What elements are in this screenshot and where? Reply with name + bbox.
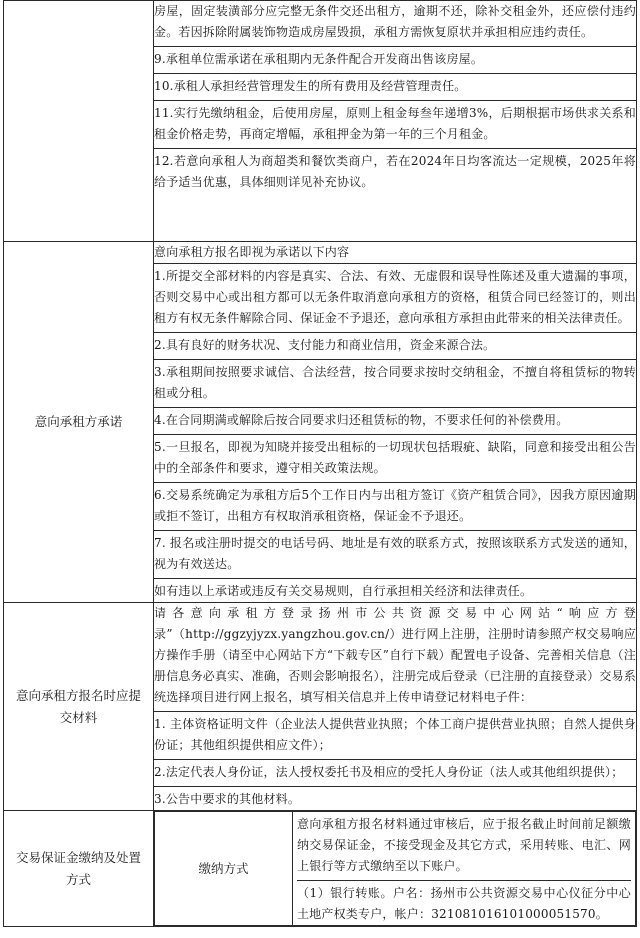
term-item: 10.承租人承担经营管理发生的所有费用及经营管理责任。 bbox=[154, 73, 636, 100]
materials-item: 1. 主体资格证明文件（企业法人提供营业执照；个体工商户提供营业执照；自然人提供身份证；其他组织提供相应文件）； bbox=[154, 711, 636, 759]
term-item: 11.实行先缴纳租金，后使用房屋，原则上租金每叁年递增3%，后期根据市场供求关系和租金价格走势，再商定增幅，承租押金为第一年的三个月租金。 bbox=[154, 100, 636, 148]
commitment-item: 2.具有良好的财务状况、支付能力和商业信用，资金来源合法。 bbox=[154, 332, 636, 359]
materials-intro: 请各意向承租方登录扬州市公共资源交易中心网站“响应方登录”（http://ggzyjyzx.yangzhou.gov.cn/）进行网上注册，注册时请参照产权交易响应方操作手册（请至中心网站下方“下载专区”自行下载）配置电子设备、完善相关信息（注册信息务必真实、准确，否则会影响报名），注册完成后登录（已注册的直接登录）交易系统选择项目进行网上报名，填写相关信息并上传申请登记材料电子件： bbox=[154, 606, 637, 704]
commitment-item: 如有违以上承诺或违反有关交易规则，自行承担相关经济和法律责任。 bbox=[154, 578, 636, 602]
deposit-label: 交易保证金缴纳及处置方式 bbox=[4, 811, 154, 927]
commitment-content-cell bbox=[154, 242, 637, 603]
commitment-item: 6.交易系统确定为承租方后5个工作日内与出租方签订《资产租赁合同》，因我方原因逾期或拒不签订，出租方有权取消承租资格，保证金不予退还。 bbox=[154, 482, 636, 530]
terms-content-cell bbox=[154, 1, 637, 242]
lease-terms-table bbox=[3, 0, 637, 927]
commitment-label: 意向承租方承诺 bbox=[4, 242, 154, 603]
deposit-method-content bbox=[293, 812, 636, 926]
deposit-subtable bbox=[154, 811, 636, 926]
materials-content-cell bbox=[154, 603, 637, 811]
commitment-item: 1.所提交全部材料的内容是真实、合法、有效、无虚假和误导性陈述及重大遗漏的事项，否则交易中心或出租方都可以无条件取消意向承租方的资格，租赁合同已经签订的，则出租方有权无条件解除合同、保证金不予退还，意向承租方承担由此带来的相关法律责任。 bbox=[154, 263, 636, 332]
deposit-bank-text: （1）银行转账。户名：扬州市公共资源交易中心仪征分中心土地产权类专户，帐户：32108101610100005157​0。 bbox=[297, 880, 631, 925]
commitment-row bbox=[4, 242, 637, 603]
deposit-row bbox=[4, 811, 637, 927]
materials-label: 意向承租方报名时应提交材料 bbox=[4, 603, 154, 811]
materials-item: 2.法定代表人身份证，法人授权委托书及相应的受托人身份证（法人或其他组织提供）； bbox=[154, 759, 636, 786]
commitment-item: 5.一旦报名，即视为知晓并接受出租标的一切现状包括瑕疵、缺陷，同意和接受出租公告中的全部条件和要求，遵守相关政策法规。 bbox=[154, 434, 636, 482]
deposit-content-cell bbox=[154, 811, 637, 927]
commitment-item: 3.承租期间按照要求诚信、合法经营，按合同要求按时交纳租金，不擅自将租赁标的物转租或分租。 bbox=[154, 359, 636, 407]
materials-row bbox=[4, 603, 637, 811]
deposit-text: 意向承租方报名材料通过审核后，应于报名截止时间前足额缴纳交易保证金，不接受现金及其它方式，采用转账、电汇、网上银行等方式缴纳至以下账户。 bbox=[297, 817, 631, 873]
commitment-item: 4.在合同期满或解除后按合同要求归还租赁标的物，不要求任何的补偿费用。 bbox=[154, 407, 636, 434]
term-item: 12.若意向承租人为商超类和餐饮类商户，若在2024年日均客流达一定规模，2025年将给予适当优惠，具体细则详见补充协议。 bbox=[154, 148, 636, 196]
commitment-item: 7. 报名或注册时提交的电话号码、地址是有效的联系方式，按照该联系方式发送的通知，视为有效送达。 bbox=[154, 530, 636, 578]
deposit-method-label: 缴纳方式 bbox=[155, 812, 293, 926]
term-item: 9.承租单位需承诺在承租期内无条件配合开发商出售该房屋。 bbox=[154, 46, 636, 73]
commitment-item: 意向承租方报名即视为承诺以下内容 bbox=[154, 245, 350, 259]
materials-item: 3.公告中要求的其他材料。 bbox=[154, 786, 636, 810]
terms-continuation-row bbox=[4, 1, 637, 242]
term-item: 房屋，固定装潢部分应完整无条件交还出租方，逾期不还，除补交租金外，还应偿付违约金。若因拆除附属装饰物造成房屋毁损，承租方需恢复原状并承担相应违约责任。 bbox=[154, 4, 636, 39]
terms-label-cell bbox=[4, 1, 154, 242]
